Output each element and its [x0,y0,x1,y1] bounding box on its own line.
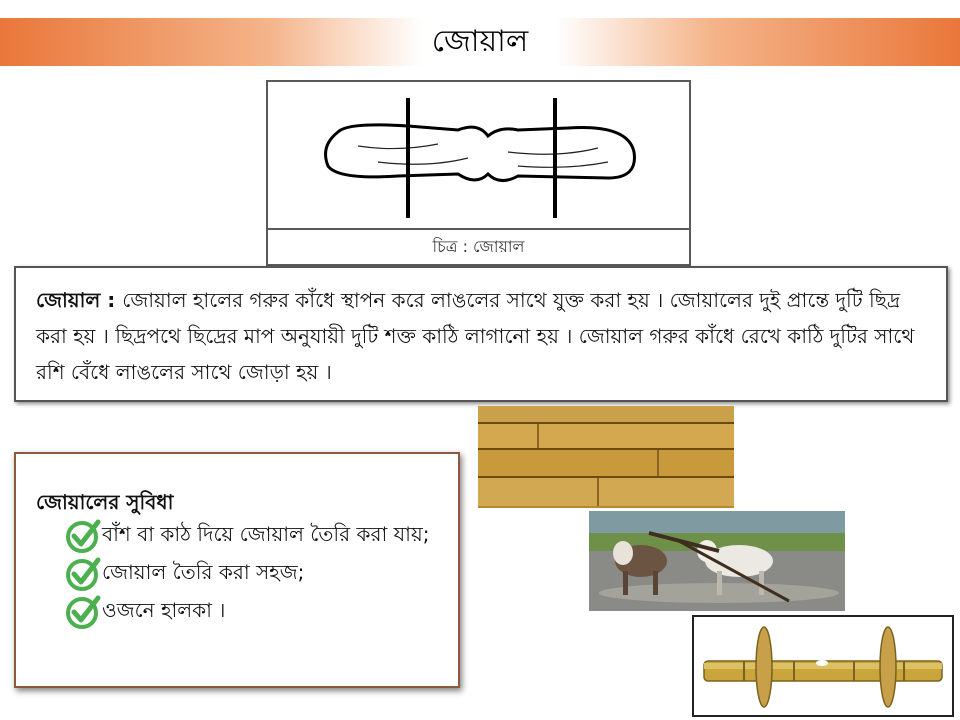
advantage-item [64,556,304,592]
yoke-illustration [694,617,952,715]
advantages-title: জোয়ালের সুবিধা [36,490,174,514]
advantage-text: বাঁশ বা কাঠ দিয়ে জোয়াল তৈরি করা যায়; [102,521,430,546]
advantage-item [64,518,429,554]
description-term: জোয়াল : [36,288,116,312]
bamboo-photo [478,406,734,508]
description-text: জোয়াল হালের গরুর কাঁধে স্থাপন করে লাঙলের সাথে যুক্ত করা হয় । জোয়ালের দুই প্রান্তে দুটি ছিদ্র করা হয় । ছিদ্রপথে ছিদ্রের মাপ অনুযায়ী দুটি শক্ত কাঠি লাগানো হয় । জোয়াল গরুর কাঁধে রেখে কাঠি দুটির সাথে রশি বেঁধে লাঙলের সাথে জোড়া হয় । [36,288,915,384]
figure-caption: চিত্র : জোয়াল [432,237,525,256]
caption-divider [266,228,691,230]
description-box [14,266,948,402]
advantages-box [14,452,460,688]
check-circle-icon [64,556,102,592]
oxen-plough-photo [589,511,845,611]
check-circle-icon [64,518,102,554]
page-title: জোয়াল [431,24,529,59]
advantage-text: ওজনে হালকা । [102,597,226,622]
check-circle-icon [64,594,102,630]
bamboo-yoke-illustration [692,615,954,717]
advantage-item [64,594,225,630]
advantage-text: জোয়াল তৈরি করা সহজ; [102,559,305,584]
yoke-sketch [268,82,689,228]
